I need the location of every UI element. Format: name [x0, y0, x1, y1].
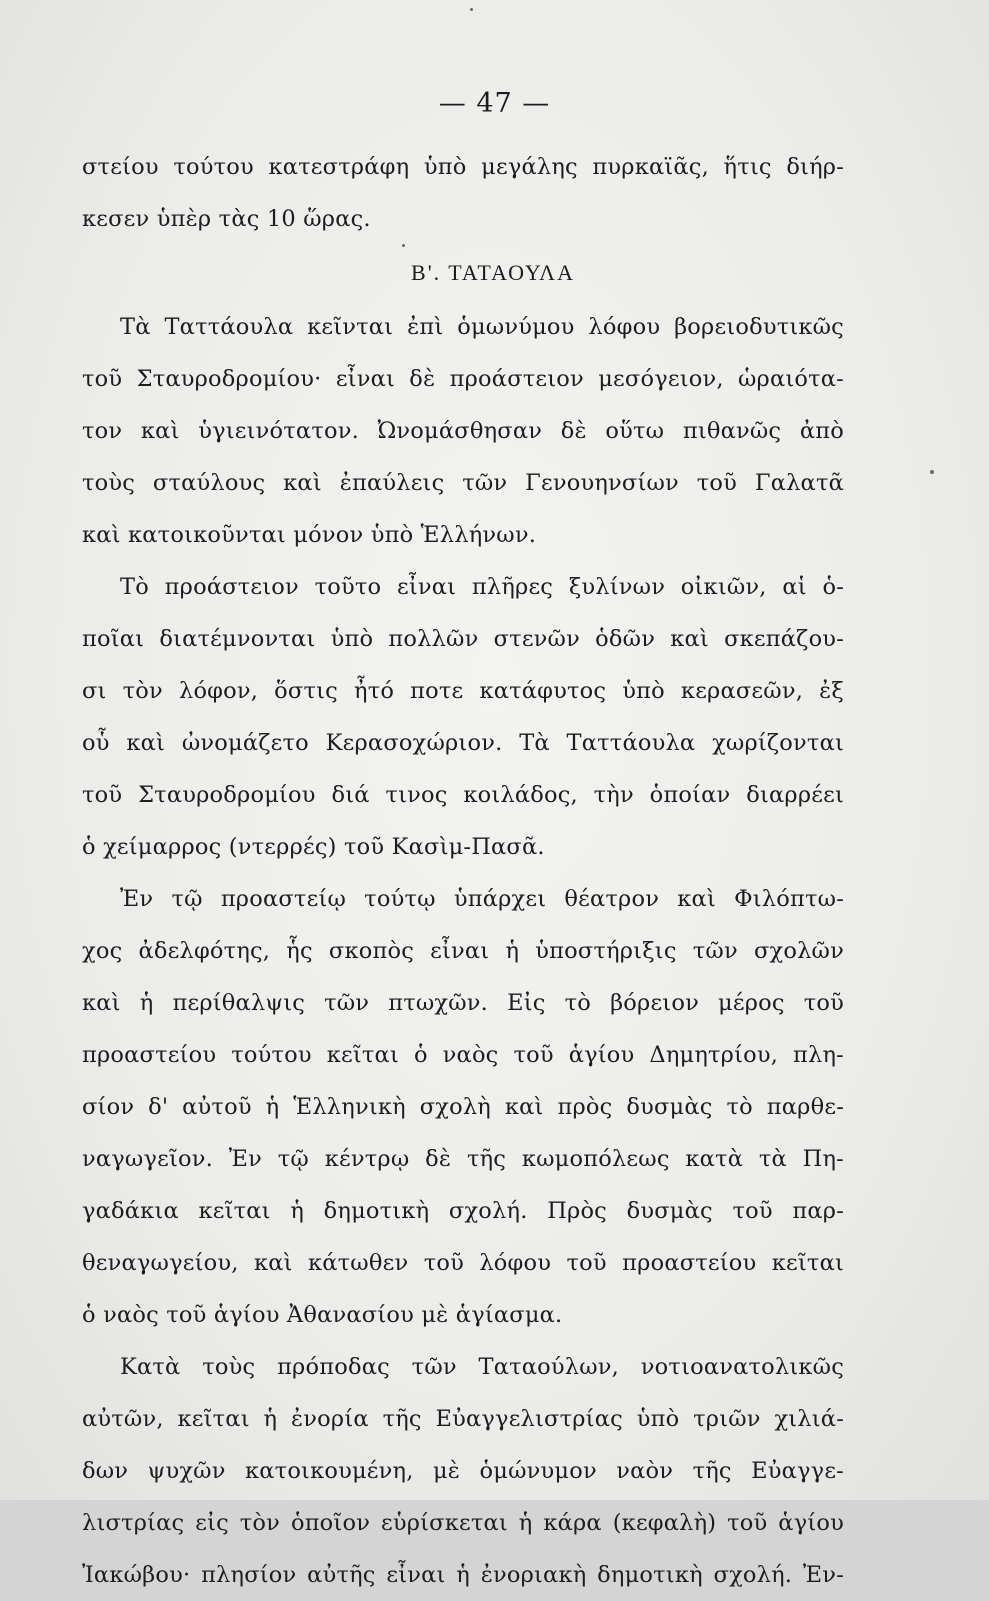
paragraph-tataoula-location: [82, 301, 844, 561]
paragraph-suburb-houses: [82, 561, 844, 873]
text-line: γαδάκια κεῖται ἡ δημοτικὴ σχολή. Πρὸς δυσμὰς τοῦ παρ-: [82, 1198, 844, 1224]
text-line: ναγωγεῖον. Ἐν τῷ κέντρῳ δὲ τῆς κωμοπόλεως κατὰ τὰ Πη-: [82, 1146, 844, 1172]
text-line: σι τὸν λόφον, ὅστις ἦτό ποτε κατάφυτος ὑπὸ κερασεῶν, ἐξ: [82, 678, 844, 704]
text-line: τον καὶ ὑγιεινότατον. Ὠνομάσθησαν δὲ οὕτω πιθανῶς ἀπὸ: [82, 418, 844, 444]
text-line: καὶ κατοικοῦνται μόνον ὑπὸ Ἑλλήνων.: [82, 522, 537, 548]
text-line: Ἰακώβου· πλησίον αὐτῆς εἶναι ἡ ἐνοριακὴ δημοτικὴ σχολή. Ἐν-: [82, 1562, 844, 1588]
text-line: στείου τούτου κατεστράφη ὑπὸ μεγάλης πυρκαϊᾶς, ἥτις διήρ-: [82, 154, 844, 180]
text-line: κεσεν ὑπὲρ τὰς 10 ὥρας.: [82, 206, 371, 232]
text-line: Ἐν τῷ προαστείῳ τούτῳ ὑπάρχει θέατρον καὶ Φιλόπτω-: [120, 886, 844, 912]
text-line: τοῦ Σταυροδρομίου· εἶναι δὲ προάστειον μεσόγειον, ὡραιότα-: [82, 366, 844, 392]
text-line: Τὸ προάστειον τοῦτο εἶναι πλῆρες ξυλίνων οἰκιῶν, αἱ ὁ-: [120, 574, 844, 600]
text-line: οὗ καὶ ὠνομάζετο Κερασοχώριον. Τὰ Ταττάουλα χωρίζονται: [82, 730, 844, 756]
text-line: θεναγωγείου, καὶ κάτωθεν τοῦ λόφου τοῦ προαστείου κεῖται: [82, 1250, 844, 1276]
text-line: λιστρίας εἰς τὸν ὁποῖον εὑρίσκεται ἡ κάρα (κεφαλὴ) τοῦ ἁγίου: [82, 1510, 844, 1536]
text-line: σίον δ' αὐτοῦ ἡ Ἑλληνικὴ σχολὴ καὶ πρὸς δυσμὰς τὸ παρθε-: [82, 1094, 844, 1120]
section-heading: Β'. ΤΑΤΑΟΥΛΑ: [411, 260, 575, 285]
text-line: ὁ ναὸς τοῦ ἁγίου Ἀθανασίου μὲ ἁγίασμα.: [82, 1302, 563, 1328]
page-body: [82, 141, 844, 1601]
paragraph-institutions: [82, 873, 844, 1341]
text-line: αὐτῶν, κεῖται ἡ ἐνορία τῆς Εὐαγγελιστρίας ὑπὸ τριῶν χιλιά-: [82, 1406, 844, 1432]
text-line: καὶ ἡ περίθαλψις τῶν πτωχῶν. Εἰς τὸ βόρειον μέρος τοῦ: [82, 990, 844, 1016]
text-line: τοῦ Σταυροδρομίου διά τινος κοιλάδος, τὴν ὁποίαν διαρρέει: [82, 782, 844, 808]
paper-speck: [930, 470, 934, 474]
paper-speck: [470, 8, 473, 11]
text-line: προαστείου τούτου κεῖται ὁ ναὸς τοῦ ἁγίου Δημητρίου, πλη-: [82, 1042, 844, 1068]
text-line: τοὺς σταύλους καὶ ἐπαύλεις τῶν Γενουηνσίων τοῦ Γαλατᾶ: [82, 470, 844, 496]
page-number: — 47 —: [438, 88, 551, 119]
paragraph-evangelistria-parish: [82, 1341, 844, 1601]
text-line: δων ψυχῶν κατοικουμένη, μὲ ὁμώνυμον ναὸν τῆς Εὐαγγε-: [82, 1458, 844, 1484]
text-line: Τὰ Ταττάουλα κεῖνται ἐπὶ ὁμωνύμου λόφου βορειοδυτικῶς: [120, 314, 844, 340]
text-line: Κατὰ τοὺς πρόποδας τῶν Ταταούλων, νοτιοανατολικῶς: [120, 1354, 844, 1380]
text-line: χος ἀδελφότης, ἧς σκοπὸς εἶναι ἡ ὑποστήριξις τῶν σχολῶν: [82, 938, 844, 964]
text-line: ὁ χείμαρρος (ντερρές) τοῦ Κασὶμ-Πασᾶ.: [82, 834, 545, 860]
text-line: ποῖαι διατέμνονται ὑπὸ πολλῶν στενῶν ὁδῶν καὶ σκεπάζου-: [82, 626, 844, 652]
